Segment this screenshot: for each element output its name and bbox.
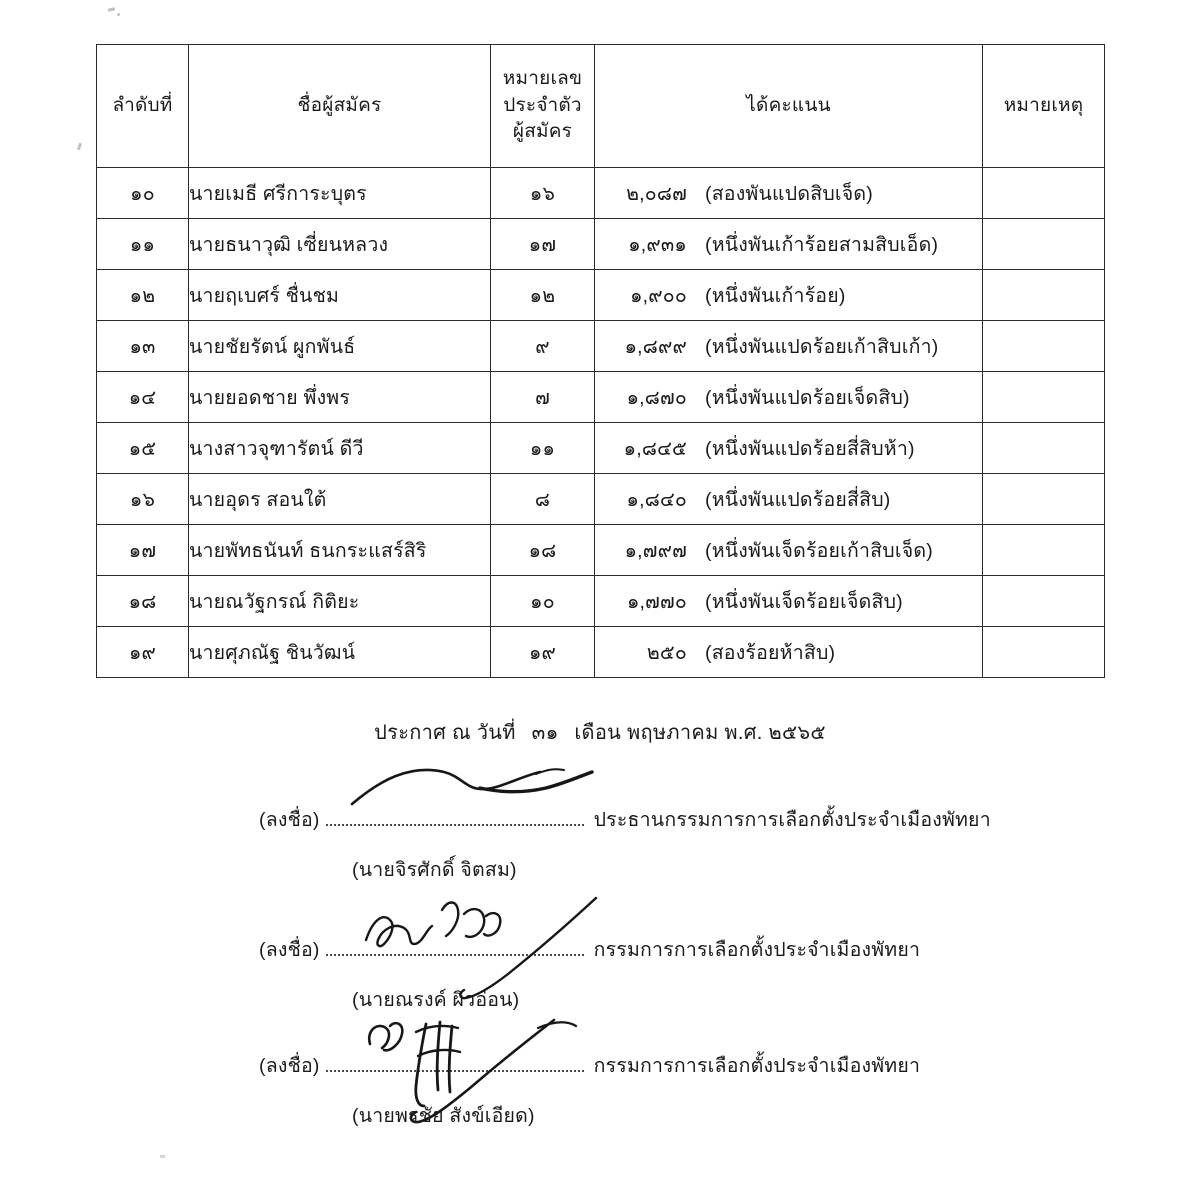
signature-dotted-line [326,1060,584,1072]
cell-candidate-name: นายพัทธนันท์ ธนกระแสร์สิริ [189,525,491,576]
score-in-words: (หนึ่งพันแปดร้อยสี่สิบ) [705,488,891,511]
table-row [97,576,1105,627]
signature-block-member-1 [0,934,1200,1015]
cell-score [595,525,983,576]
announcement-prefix: ประกาศ ณ วันที่ [374,722,516,744]
score-number: ๑,๘๔๕ [623,437,687,460]
signature-line [0,1050,1200,1080]
score-in-words: (หนึ่งพันแปดร้อยเจ็ดสิบ) [705,386,910,409]
cell-score [595,321,983,372]
score-number: ๒,๐๘๗ [626,182,687,205]
column-header-name: ชื่อผู้สมัคร [189,45,491,168]
cell-candidate-name: นายชัยรัตน์ ผูกพันธ์ [189,321,491,372]
table-row [97,219,1105,270]
cell-candidate-name: นางสาวจุฑารัตน์ ดีวี [189,423,491,474]
score-in-words: (สองร้อยห้าสิบ) [705,641,836,664]
cell-order: ๑๔ [97,372,189,423]
cell-candidate-name: นายเมธี ศรีการะบุตร [189,168,491,219]
cell-remark [983,627,1105,678]
table-row [97,627,1105,678]
signatory-name: (นายพรชัย สังข์เอียด) [352,1105,535,1127]
announcement-month-label: เดือน [574,722,622,744]
signatory-name: (นายจิรศักดิ์ จิตสม) [352,859,517,881]
column-header-candidate-number-line2: ประจำตัว [503,94,582,116]
cell-candidate-number: ๑๙ [491,627,595,678]
table-row [97,321,1105,372]
signatory-title: กรรมการการเลือกตั้งประจำเมืองพัทยา [593,1055,921,1077]
cell-candidate-number: ๗ [491,372,595,423]
cell-remark [983,219,1105,270]
score-in-words: (หนึ่งพันแปดร้อยสี่สิบห้า) [705,437,915,460]
signatory-title: กรรมการการเลือกตั้งประจำเมืองพัทยา [593,939,921,961]
cell-score [595,270,983,321]
sign-here-label: (ลงชื่อ) [259,1055,320,1077]
cell-score [595,372,983,423]
cell-remark [983,474,1105,525]
signature-line [0,804,1200,834]
score-number: ๑,๙๓๑ [628,233,687,256]
cell-candidate-name: นายยอดชาย พึ่งพร [189,372,491,423]
signature-block-chairman [0,804,1200,885]
cell-candidate-name: นายณวัฐกรณ์ กิติยะ [189,576,491,627]
scan-artifact-speck [117,13,120,16]
cell-candidate-name: นายธนาวุฒิ เซี่ยนหลวง [189,219,491,270]
score-number: ๑,๘๙๙ [624,335,687,358]
cell-remark [983,423,1105,474]
score-in-words: (หนึ่งพันเจ็ดร้อยเก้าสิบเจ็ด) [705,539,933,562]
cell-candidate-number: ๑๑ [491,423,595,474]
score-number: ๑,๘๔๐ [626,488,687,511]
cell-order: ๑๒ [97,270,189,321]
cell-score [595,576,983,627]
score-number: ๑,๗๙๗ [624,539,687,562]
cell-score [595,219,983,270]
table-row [97,270,1105,321]
signature-block-member-2 [0,1050,1200,1131]
cell-candidate-number: ๑๐ [491,576,595,627]
scan-artifact-speck [108,7,115,11]
cell-order: ๑๘ [97,576,189,627]
signature-dotted-line [326,944,584,956]
announcement-date-line [0,716,1200,748]
announcement-year-label: พ.ศ. [724,722,763,744]
table-row [97,423,1105,474]
score-in-words: (หนึ่งพันเก้าร้อย) [705,284,846,307]
cell-candidate-number: ๑๒ [491,270,595,321]
table-body [97,168,1105,678]
cell-score [595,474,983,525]
announcement-month: พฤษภาคม [627,722,719,744]
column-header-score: ได้คะแนน [595,45,983,168]
table-header [97,45,1105,168]
score-in-words: (หนึ่งพันแปดร้อยเก้าสิบเก้า) [705,335,939,358]
cell-order: ๑๑ [97,219,189,270]
cell-order: ๑๖ [97,474,189,525]
table-row [97,525,1105,576]
cell-candidate-number: ๙ [491,321,595,372]
cell-remark [983,270,1105,321]
column-header-candidate-number-line1: หมายเลข [502,67,583,89]
column-header-candidate-number [491,45,595,168]
cell-candidate-number: ๑๖ [491,168,595,219]
scan-artifact-speck [77,143,82,151]
column-header-order: ลำดับที่ [97,45,189,168]
cell-score [595,627,983,678]
score-number: ๒๕๐ [646,641,687,664]
announcement-day: ๓๑ [531,722,559,744]
table-row [97,474,1105,525]
score-in-words: (หนึ่งพันเก้าร้อยสามสิบเอ็ด) [705,233,939,256]
cell-order: ๑๗ [97,525,189,576]
announcement-year: ๒๕๖๕ [768,722,826,744]
cell-score [595,168,983,219]
cell-order: ๑๙ [97,627,189,678]
cell-candidate-name: นายฤเบศร์ ชื่นชม [189,270,491,321]
score-number: ๑,๗๗๐ [626,590,687,613]
table-row [97,372,1105,423]
score-number: ๑,๘๗๐ [626,386,687,409]
score-in-words: (สองพันแปดสิบเจ็ด) [705,182,873,205]
column-header-candidate-number-line3: ผู้สมัคร [512,121,573,143]
cell-candidate-name: นายอุดร สอนใต้ [189,474,491,525]
cell-order: ๑๐ [97,168,189,219]
cell-candidate-number: ๘ [491,474,595,525]
cell-candidate-number: ๑๘ [491,525,595,576]
score-number: ๑,๙๐๐ [630,284,687,307]
cell-remark [983,168,1105,219]
table-header-row [97,45,1105,168]
score-in-words: (หนึ่งพันเจ็ดร้อยเจ็ดสิบ) [705,590,903,613]
signature-line [0,934,1200,964]
signature-dotted-line [326,814,584,826]
cell-order: ๑๓ [97,321,189,372]
cell-order: ๑๕ [97,423,189,474]
cell-remark [983,321,1105,372]
cell-remark [983,372,1105,423]
signatory-title: ประธานกรรมการการเลือกตั้งประจำเมืองพัทยา [593,809,991,831]
cell-remark [983,525,1105,576]
scan-artifact-speck [160,1155,165,1158]
column-header-remark: หมายเหตุ [983,45,1105,168]
sign-here-label: (ลงชื่อ) [259,939,320,961]
cell-remark [983,576,1105,627]
cell-candidate-name: นายศุภณัฐ ชินวัฒน์ [189,627,491,678]
signatory-name: (นายณรงค์ ผิวอ่อน) [352,989,520,1011]
cell-score [595,423,983,474]
sign-here-label: (ลงชื่อ) [259,809,320,831]
election-results-table [96,44,1105,678]
cell-candidate-number: ๑๗ [491,219,595,270]
table-row [97,168,1105,219]
